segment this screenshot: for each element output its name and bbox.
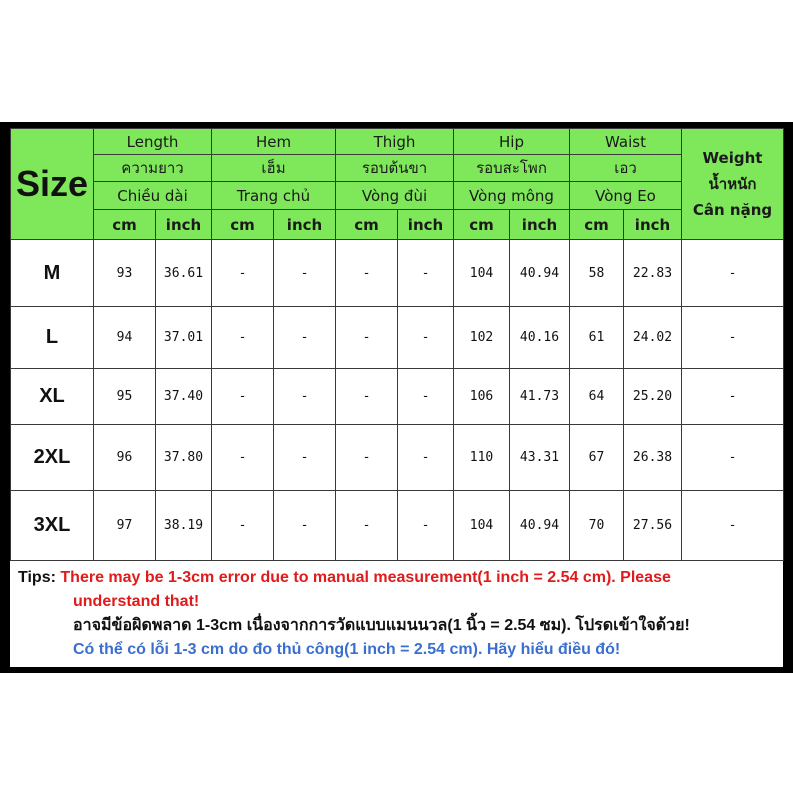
tips-english [18, 566, 778, 614]
unit-inch: inch [398, 210, 454, 240]
hip-cm: 104 [454, 240, 510, 307]
hip-inch: 40.94 [510, 491, 570, 561]
unit-inch: inch [624, 210, 682, 240]
hem-inch: - [274, 369, 336, 425]
thigh-cm: - [336, 307, 398, 369]
hip-inch: 43.31 [510, 425, 570, 491]
length-inch: 37.80 [156, 425, 212, 491]
unit-cm: cm [212, 210, 274, 240]
hem-inch: - [274, 425, 336, 491]
header-thigh-vi: Vòng đùi [336, 182, 454, 210]
hem-cm: - [212, 369, 274, 425]
hip-cm: 104 [454, 491, 510, 561]
length-inch: 37.40 [156, 369, 212, 425]
size-label: L [11, 307, 94, 369]
unit-cm: cm [570, 210, 624, 240]
header-waist-en: Waist [570, 129, 682, 155]
hem-cm: - [212, 307, 274, 369]
size-label: M [11, 240, 94, 307]
waist-inch: 22.83 [624, 240, 682, 307]
waist-cm: 61 [570, 307, 624, 369]
hem-inch: - [274, 240, 336, 307]
length-inch: 37.01 [156, 307, 212, 369]
table-row [11, 307, 784, 369]
header-length-en: Length [94, 129, 212, 155]
hem-cm: - [212, 425, 274, 491]
tips-english-line1: There may be 1-3cm error due to manual measurement(1 inch = 2.54 cm). Please [60, 569, 671, 586]
weight-value: - [682, 425, 784, 491]
header-length-vi: Chiều dài [94, 182, 212, 210]
header-hip-th: รอบสะโพก [454, 155, 570, 182]
unit-cm: cm [94, 210, 156, 240]
tips-english-line2: understand that! [73, 593, 200, 610]
unit-cm: cm [454, 210, 510, 240]
thigh-inch: - [398, 369, 454, 425]
tips-label: Tips: [18, 569, 56, 586]
waist-inch: 25.20 [624, 369, 682, 425]
unit-inch: inch [274, 210, 336, 240]
header-thigh-en: Thigh [336, 129, 454, 155]
table-row [11, 425, 784, 491]
length-cm: 94 [94, 307, 156, 369]
hip-inch: 40.16 [510, 307, 570, 369]
hem-inch: - [274, 307, 336, 369]
thigh-inch: - [398, 425, 454, 491]
waist-cm: 67 [570, 425, 624, 491]
header-length-th: ความยาว [94, 155, 212, 182]
waist-inch: 24.02 [624, 307, 682, 369]
weight-value: - [682, 491, 784, 561]
waist-inch: 26.38 [624, 425, 682, 491]
weight-value: - [682, 240, 784, 307]
thigh-cm: - [336, 491, 398, 561]
header-weight-vi: Cân nặng [692, 201, 773, 219]
table-row [11, 491, 784, 561]
tips-note [18, 566, 778, 662]
hip-inch: 40.94 [510, 240, 570, 307]
hem-cm: - [212, 491, 274, 561]
unit-inch: inch [510, 210, 570, 240]
header-weight-th: น้ำหนัก [708, 175, 757, 193]
header-hem-th: เฮ็ม [212, 155, 336, 182]
header-waist-vi: Vòng Eo [570, 182, 682, 210]
length-inch: 36.61 [156, 240, 212, 307]
length-cm: 93 [94, 240, 156, 307]
unit-inch: inch [156, 210, 212, 240]
unit-cm: cm [336, 210, 398, 240]
size-label: 3XL [11, 491, 94, 561]
table-row [11, 240, 784, 307]
thigh-cm: - [336, 425, 398, 491]
header-hem-en: Hem [212, 129, 336, 155]
header-waist-th: เอว [570, 155, 682, 182]
length-cm: 95 [94, 369, 156, 425]
size-label: XL [11, 369, 94, 425]
thigh-inch: - [398, 491, 454, 561]
length-inch: 38.19 [156, 491, 212, 561]
header-hip-vi: Vòng mông [454, 182, 570, 210]
hip-cm: 110 [454, 425, 510, 491]
header-weight-en: Weight [702, 149, 763, 167]
thigh-cm: - [336, 240, 398, 307]
waist-cm: 58 [570, 240, 624, 307]
hip-cm: 106 [454, 369, 510, 425]
header-hip-en: Hip [454, 129, 570, 155]
size-chart-table [10, 128, 784, 561]
header-hem-vi: Trang chủ [212, 182, 336, 210]
tips-thai: อาจมีข้อผิดพลาด 1-3cm เนื่องจากการวัดแบบแมนนวล(1 นิ้ว = 2.54 ซม). โปรดเข้าใจด้วย! [73, 617, 690, 634]
thigh-cm: - [336, 369, 398, 425]
weight-value: - [682, 369, 784, 425]
length-cm: 96 [94, 425, 156, 491]
waist-cm: 70 [570, 491, 624, 561]
thigh-inch: - [398, 307, 454, 369]
size-label: 2XL [11, 425, 94, 491]
hem-cm: - [212, 240, 274, 307]
thigh-inch: - [398, 240, 454, 307]
waist-inch: 27.56 [624, 491, 682, 561]
table-row [11, 369, 784, 425]
size-header: Size [11, 129, 94, 240]
header-thigh-th: รอบต้นขา [336, 155, 454, 182]
waist-cm: 64 [570, 369, 624, 425]
length-cm: 97 [94, 491, 156, 561]
weight-value: - [682, 307, 784, 369]
hip-cm: 102 [454, 307, 510, 369]
hem-inch: - [274, 491, 336, 561]
header-weight [682, 129, 784, 240]
tips-vietnamese: Có thể có lỗi 1-3 cm do đo thủ công(1 inch = 2.54 cm). Hãy hiểu điều đó! [73, 641, 621, 658]
hip-inch: 41.73 [510, 369, 570, 425]
